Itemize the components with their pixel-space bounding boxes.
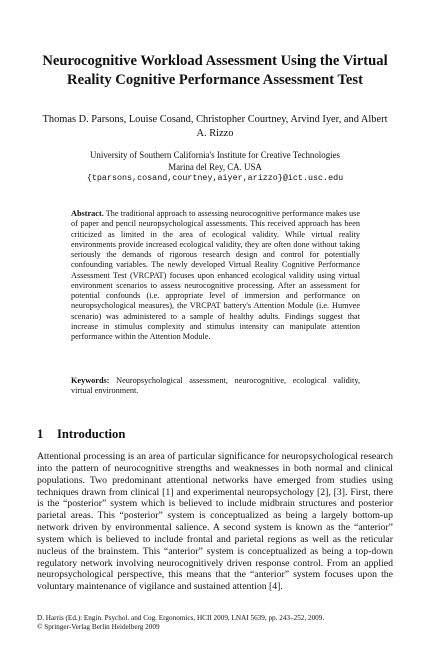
abstract-text: The traditional approach to assessing neurocognitive performance makes use of paper and pencil neuropsychological assessments. This received approach has been criticized as limited in the area of ecological validity. While virtual reality environments provide increased ecological validity, they are often done without taking seriously the demands of rigorous research design and control for potentially confounding variables. The newly developed Virtual Reality Cognitive Performance Assessment Test (VRCPAT) focuses upon enhanced ecological validity using virtual environment scenarios to assess neurocognitive processing. After an assessment for potential confounds (i.e. appropriate level of immersion and performance on neuropsychological measures), the VRCPAT battery's Attention Module (i.e. Humvee scenario) was administered to a sample of healthy adults. Findings suggest that increase in stimulus complexity and stimulus intensity can manipulate attention performance within the Attention Module. bbox=[71, 209, 360, 341]
footnote bbox=[37, 614, 393, 632]
section-title: Introduction bbox=[57, 427, 126, 441]
author-emails: {tparsons,cosand,courtney,aiyer,arizzo}@ict.usc.edu bbox=[86, 173, 344, 184]
paper-title: Neurocognitive Workload Assessment Using the Virtual Reality Cognitive Performance Assessment Test bbox=[42, 53, 388, 88]
author-list: Thomas D. Parsons, Louise Cosand, Christopher Courtney, Arvind Iyer, and Albert A. Rizzo bbox=[42, 114, 388, 139]
abstract-label: Abstract. bbox=[71, 209, 104, 218]
keywords bbox=[71, 376, 360, 397]
affiliation-block bbox=[40, 150, 390, 185]
affiliation-location: Marina del Rey, CA. USA bbox=[168, 161, 262, 172]
section-heading bbox=[37, 427, 397, 442]
affiliation-institution: University of Southern California's Institute for Creative Technologies bbox=[90, 150, 340, 160]
keywords-label: Keywords: bbox=[71, 376, 110, 385]
abstract bbox=[71, 209, 360, 342]
introduction-paragraph: Attentional processing is an area of particular significance for neuropsychological research into the pattern of neurocognitive strengths and weaknesses in both normal and clinical populations. Two predominant attentional networks have emerged from studies using techniques drawn from clinical [1] and experimental neuropsychology [2], [3]. First, there is the “posterior” system which is believed to include midbrain structures and posterior parietal areas. This “posterior” system is conceptualized as being a largely bottom-up network driven by environmental salience. A second system is known as the “anterior” system which is believed to include frontal and parietal regions as well as the reticular nucleus of the brainstem. This “anterior” system is conceptualized as being a top-down regulatory network involving neurocognitively driven response control. From an applied neuropsychological perspective, this means that the “anterior” system focuses upon the voluntary maintenance of vigilance and sustained attention [4]. bbox=[37, 451, 393, 593]
footnote-citation: D. Harris (Ed.): Engin. Psychol. and Cog. Ergonomics, HCII 2009, LNAI 5639, pp. 243–252, 2009. bbox=[37, 614, 325, 622]
section-number: 1 bbox=[37, 427, 44, 441]
footnote-copyright: © Springer-Verlag Berlin Heidelberg 2009 bbox=[37, 623, 160, 632]
keywords-text: Neuropsychological assessment, neurocognitive, ecological validity, virtual environment. bbox=[71, 376, 361, 396]
